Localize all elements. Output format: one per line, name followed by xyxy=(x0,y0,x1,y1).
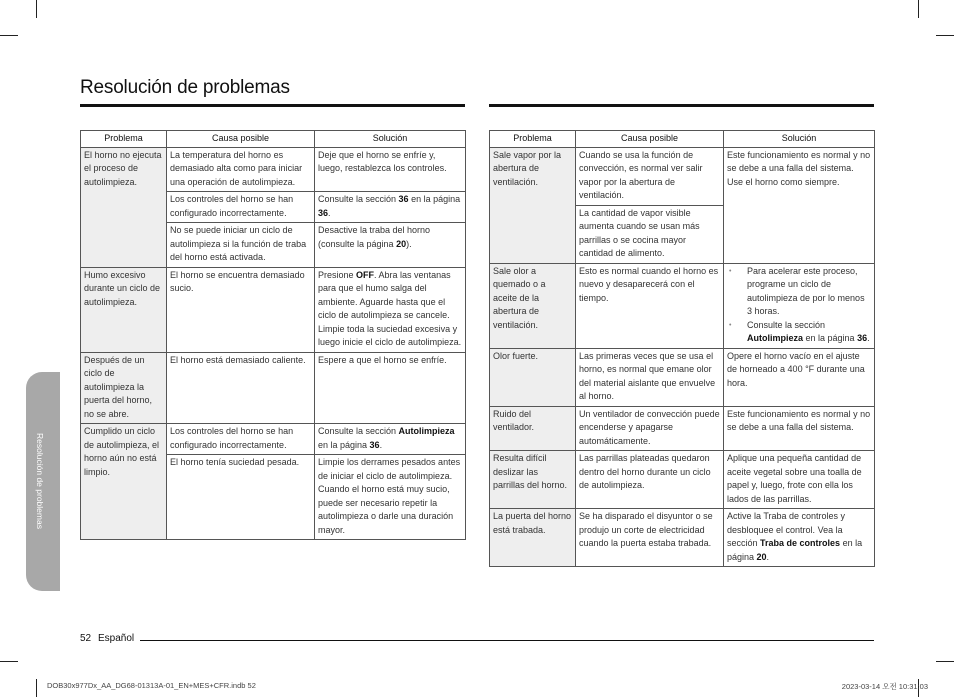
crop-mark xyxy=(936,35,954,36)
solution-text: Active la Traba de controles y desbloquee el control. Vea la sección xyxy=(727,511,846,548)
solution-text: Presione xyxy=(318,269,357,280)
section-side-tab xyxy=(26,372,60,591)
cause-cell: Esto es normal cuando el horno es nuevo y desaparecerá con el tiempo. xyxy=(576,263,724,348)
problem-cell: Sale vapor por la abertura de ventilación. xyxy=(490,147,576,263)
solution-cell: Aplique una pequeña cantidad de aceite vegetal sobre una toalla de papel y, luego, frote con ella los lados de las parrillas. xyxy=(724,451,875,509)
page-reference: 20 xyxy=(756,551,767,562)
solution-cell: Limpie los derrames pesados antes de iniciar el ciclo de autolimpieza. Cuando el horno está muy sucio, puede ser necesario repetir la autolimpieza o darle una duración mayor. xyxy=(315,455,466,540)
header-cause: Causa posible xyxy=(576,131,724,148)
header-problem: Problema xyxy=(81,131,167,148)
header-solution: Solución xyxy=(315,131,466,148)
problem-cell: El horno no ejecuta el proceso de autolimpieza. xyxy=(81,147,167,267)
crop-mark xyxy=(936,661,954,662)
solution-cell: Este funcionamiento es normal y no se debe a una falla del sistema. Use el horno como siempre. xyxy=(724,147,875,263)
side-tab-label: Resolución de problemas xyxy=(35,433,45,529)
solution-text: . xyxy=(379,439,383,450)
section-reference: Traba de controles xyxy=(760,538,841,548)
table-row xyxy=(490,451,875,509)
page-reference: 36 xyxy=(857,333,868,343)
problem-cell: Después de un ciclo de autolimpieza la puerta del horno, no se abre. xyxy=(81,352,167,424)
table-header-row xyxy=(490,131,875,148)
problem-cell: Ruido del ventilador. xyxy=(490,406,576,451)
problem-cell: Cumplido un ciclo de autolimpieza, el horno aún no está limpio. xyxy=(81,424,167,540)
solution-cell xyxy=(724,509,875,567)
cause-cell: Un ventilador de convección puede encenderse y apagarse automáticamente. xyxy=(576,406,724,451)
crop-mark xyxy=(0,35,18,36)
cause-cell: No se puede iniciar un ciclo de autolimpieza si la función de traba del horno está activada. xyxy=(167,223,315,268)
cause-cell: Las primeras veces que se usa el horno, es normal que emane olor del material aislante que envuelve al horno. xyxy=(576,348,724,406)
table-row xyxy=(81,424,466,455)
solution-text: en la página xyxy=(408,194,461,204)
cause-cell: El horno se encuentra demasiado sucio. xyxy=(167,267,315,352)
cause-cell: Los controles del horno se han configurado incorrectamente. xyxy=(167,424,315,455)
cause-cell: El horno tenía suciedad pesada. xyxy=(167,455,315,540)
footer-rule xyxy=(140,640,874,641)
solution-cell xyxy=(315,424,466,455)
table-row xyxy=(81,147,466,192)
problem-cell: Humo excesivo durante un ciclo de autolimpieza. xyxy=(81,267,167,352)
cause-cell: El horno está demasiado caliente. xyxy=(167,352,315,424)
section-reference: Autolimpieza xyxy=(747,333,804,343)
list-item: • Para acelerar este proceso, programe un ciclo de autolimpieza de por lo menos 3 horas. xyxy=(727,265,871,319)
table-row xyxy=(490,348,875,406)
solution-cell: Deje que el horno se enfríe y, luego, restablezca los controles. xyxy=(315,147,466,192)
problem-cell: La puerta del horno está trabada. xyxy=(490,509,576,567)
title-rule-right xyxy=(489,104,874,107)
solution-text: Consulte la sección xyxy=(318,194,399,204)
table-row xyxy=(490,263,875,348)
solution-cell xyxy=(315,267,466,352)
cause-cell: Se ha disparado el disyuntor o se produjo un corte de electricidad cuando la puerta estaba trabada. xyxy=(576,509,724,567)
cause-cell: La cantidad de vapor visible aumenta cuando se usan más parrillas o se cocina mayor cantidad de alimento. xyxy=(576,205,724,263)
page-title: Resolución de problemas xyxy=(80,77,290,98)
page-reference: 36 xyxy=(318,207,329,218)
page-reference: 36 xyxy=(369,439,380,450)
solution-cell: Espere a que el horno se enfríe. xyxy=(315,352,466,424)
print-file-info: DOB30x977Dx_AA_DG68-01313A-01_EN+MES+CFR.indb 52 xyxy=(47,681,256,690)
page-number: 52 xyxy=(80,633,92,644)
page-reference: 20 xyxy=(396,238,407,249)
table-row xyxy=(81,352,466,424)
cause-cell: Las parrillas plateadas quedaron dentro del horno durante un ciclo de autolimpieza. xyxy=(576,451,724,509)
header-problem: Problema xyxy=(490,131,576,148)
solution-text: . xyxy=(867,333,870,343)
title-rule-left xyxy=(80,104,465,107)
print-date-info: 2023-03-14 오전 10:31:03 xyxy=(841,682,928,691)
problem-cell: Resulta difícil deslizar las parrillas del horno. xyxy=(490,451,576,509)
header-cause: Causa posible xyxy=(167,131,315,148)
solution-text: en la página xyxy=(318,439,370,450)
solution-cell xyxy=(315,223,466,268)
table-row xyxy=(490,509,875,567)
table-row xyxy=(81,267,466,352)
crop-mark xyxy=(36,679,37,697)
footer-language: Español xyxy=(98,633,135,644)
cause-cell: La temperatura del horno es demasiado alta como para iniciar una operación de autolimpieza. xyxy=(167,147,315,192)
solution-cell: Este funcionamiento es normal y no se debe a una falla del sistema. xyxy=(724,406,875,451)
crop-mark xyxy=(36,0,37,18)
problem-cell: Sale olor a quemado o a aceite de la abertura de ventilación. xyxy=(490,263,576,348)
troubleshooting-table-right xyxy=(489,130,875,567)
solution-cell xyxy=(315,192,466,223)
solution-list xyxy=(727,265,871,346)
solution-cell xyxy=(724,263,875,348)
problem-cell: Olor fuerte. xyxy=(490,348,576,406)
solution-text: ). xyxy=(406,238,412,249)
off-key-label: OFF xyxy=(356,269,375,280)
solution-text: en la página xyxy=(727,538,863,562)
troubleshooting-table-left xyxy=(80,130,466,540)
table-row xyxy=(490,147,875,205)
solution-text: . Abra las ventanas para que el humo salga del ambiente. Aguarde hasta que el ciclo de autolimpieza se cancele. Limpie toda la suciedad excesiva y luego inicie el ciclo de autolimpieza. xyxy=(318,269,462,347)
list-item xyxy=(727,319,871,346)
solution-text: . xyxy=(328,207,331,218)
table-header-row xyxy=(81,131,466,148)
section-reference: 36 xyxy=(398,194,409,204)
crop-mark xyxy=(918,0,919,18)
solution-text: Consulte la sección xyxy=(318,426,399,436)
solution-text: . xyxy=(766,551,770,562)
crop-mark xyxy=(0,661,18,662)
table-row xyxy=(490,406,875,451)
section-reference: Autolimpieza xyxy=(398,426,455,436)
solution-cell: Opere el horno vacío en el ajuste de horneado a 400 °F durante una hora. xyxy=(724,348,875,406)
cause-cell: Cuando se usa la función de convección, es normal ver salir vapor por la abertura de ventilación. xyxy=(576,147,724,205)
solution-text: en la página xyxy=(803,333,858,343)
solution-text: Consulte la sección xyxy=(747,319,826,330)
solution-text: Desactive la traba del horno (consulte la página xyxy=(318,225,431,249)
cause-cell: Los controles del horno se han configurado incorrectamente. xyxy=(167,192,315,223)
header-solution: Solución xyxy=(724,131,875,148)
